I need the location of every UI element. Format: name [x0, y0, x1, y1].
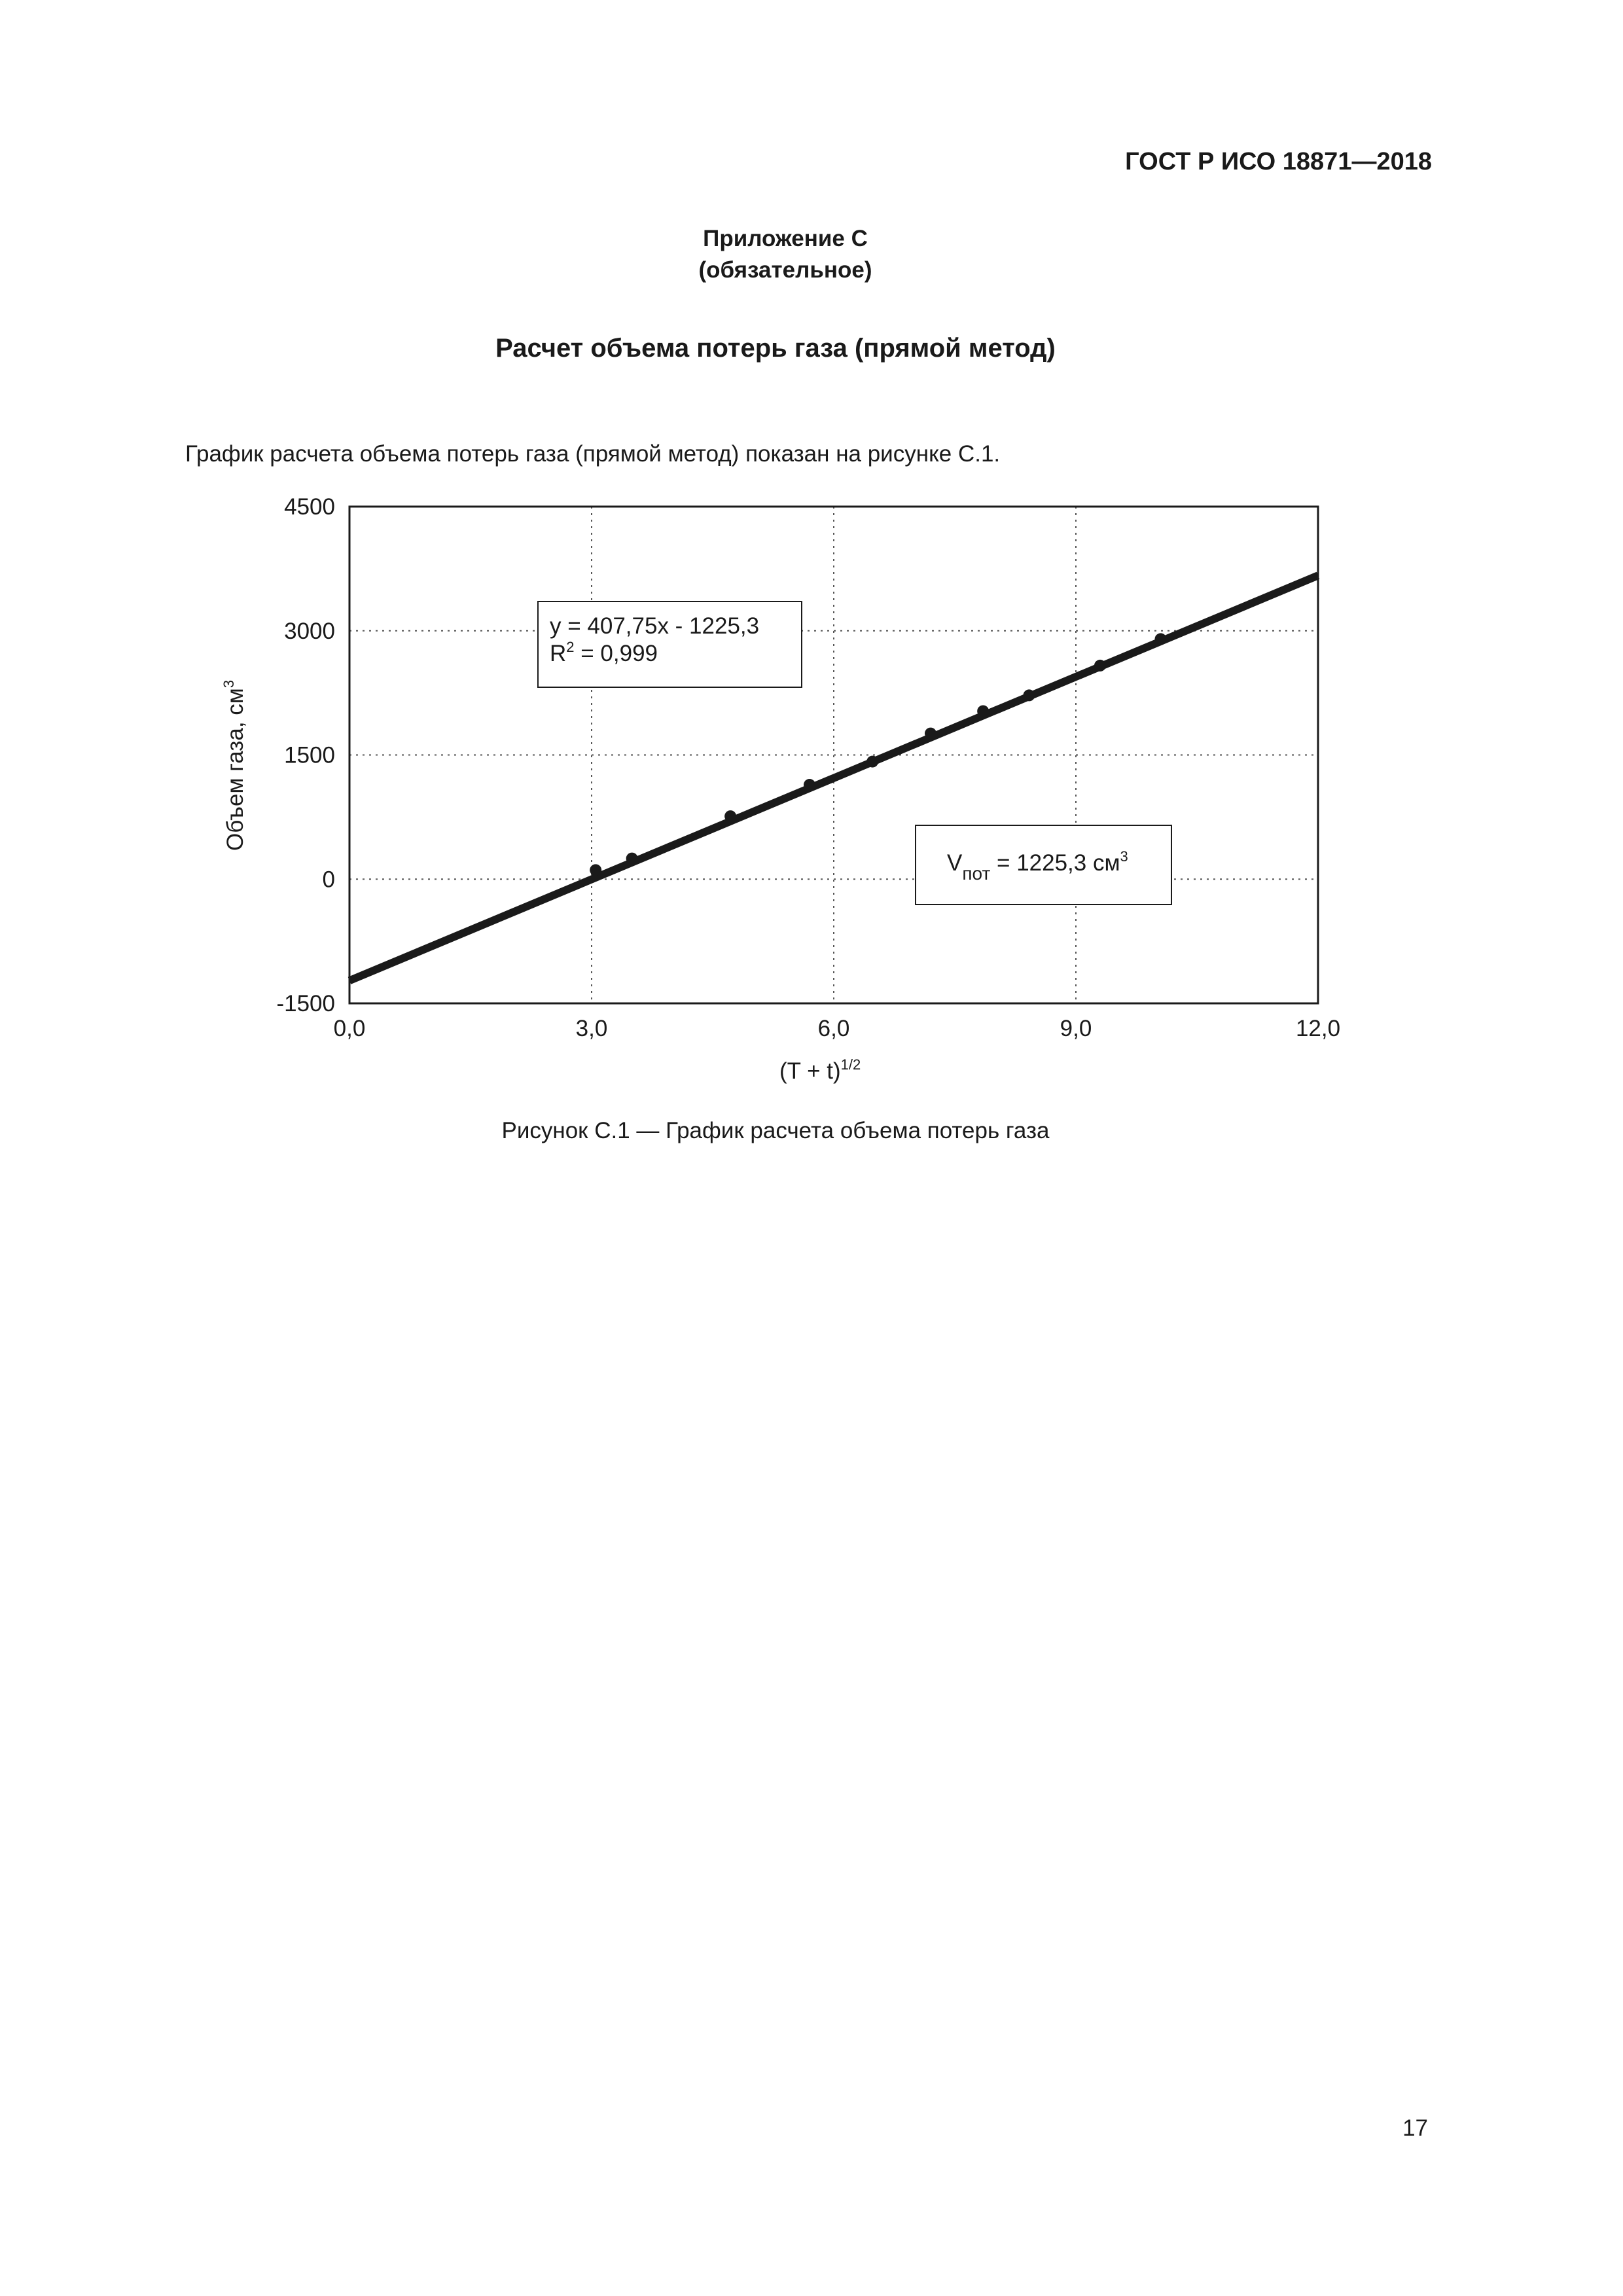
- appendix-status: (обязательное): [698, 257, 872, 283]
- data-point: [866, 756, 878, 768]
- data-point: [804, 779, 815, 791]
- x-tick-label: 12,0: [1295, 1016, 1341, 1041]
- y-tick-label: 4500: [284, 494, 335, 520]
- data-point: [1023, 689, 1035, 701]
- gas-loss-chart: [0, 0, 1623, 1113]
- y-tick-label: 3000: [284, 618, 335, 644]
- figure-caption: Рисунок С.1 — График расчета объема потерь газа: [501, 1118, 1050, 1143]
- data-point: [724, 810, 736, 822]
- document-code: ГОСТ Р ИСО 18871—2018: [1125, 148, 1432, 175]
- data-point: [977, 705, 989, 717]
- x-tick-label: 9,0: [1060, 1016, 1092, 1041]
- y-axis-label: Объем газа, $см^3$: [221, 679, 248, 851]
- y-tick-label: -1500: [276, 991, 335, 1016]
- section-title: Расчет объема потерь газа (прямой метод): [495, 334, 1056, 363]
- chart-grid: [349, 507, 1318, 1003]
- equation-box: [538, 601, 802, 687]
- x-tick-label: 3,0: [575, 1016, 608, 1041]
- data-point: [1094, 660, 1106, 672]
- data-point: [626, 853, 638, 865]
- y-tick-label: 1500: [284, 742, 335, 768]
- x-tick-label: 0,0: [333, 1016, 366, 1041]
- x-axis-label: $(T + t)^{1/2}$: [779, 1056, 861, 1084]
- x-tick-label: 6,0: [817, 1016, 850, 1041]
- page-number: 17: [1402, 2115, 1428, 2141]
- data-point: [590, 864, 601, 876]
- r2-text: $R^2 = 0,999$: [550, 639, 658, 666]
- y-tick-label: 0: [322, 867, 335, 893]
- equation-text: y = 407,75x - 1225,3: [550, 613, 760, 639]
- data-point: [1155, 633, 1167, 645]
- y-tick-labels: [276, 494, 335, 1016]
- data-point: [925, 728, 936, 740]
- vpot-box: [916, 825, 1171, 905]
- intro-paragraph: График расчета объема потерь газа (прямой метод) показан на рисунке С.1.: [185, 441, 1001, 467]
- x-tick-labels: [334, 1016, 1340, 1041]
- appendix-title: Приложение С: [703, 226, 868, 251]
- vpot-text: $V_{пот} = 1225,3$ $см^3$: [947, 848, 1128, 884]
